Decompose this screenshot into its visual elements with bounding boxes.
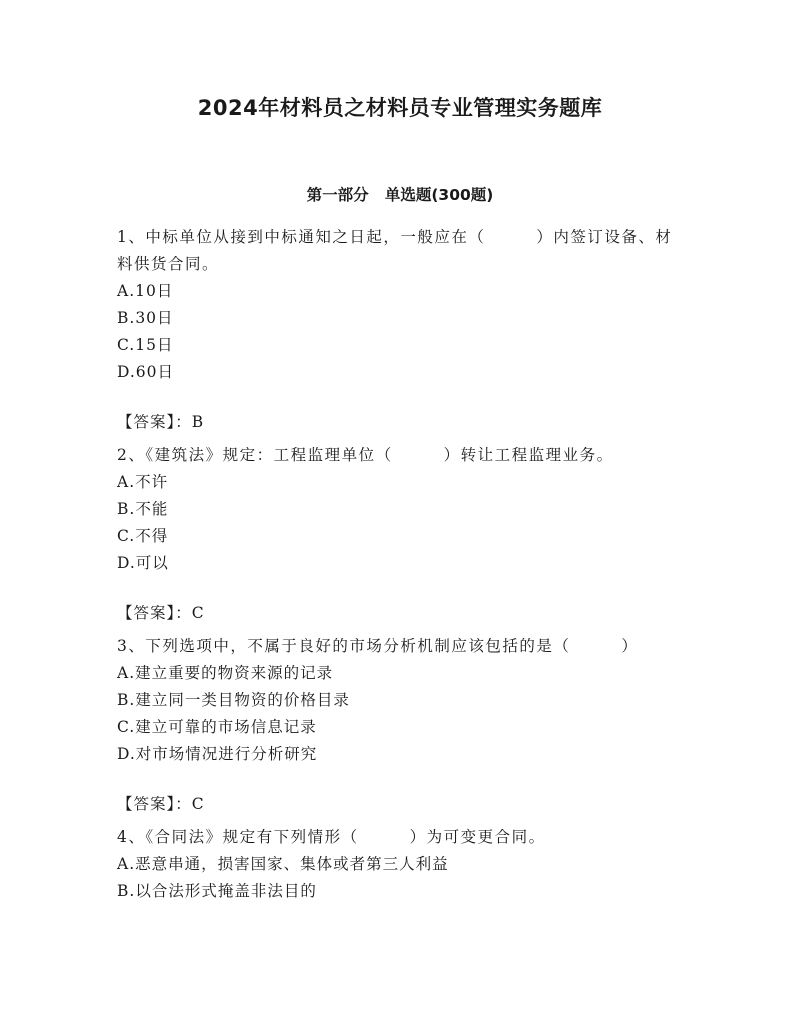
answer-label: 【答案】： — [117, 795, 192, 813]
question-1 — [117, 224, 687, 436]
option-a: A.10日 — [117, 282, 174, 300]
question-text: 2、《建筑法》规定：工程监理单位（ ）转让工程监理业务。 — [117, 446, 614, 464]
option-b: B.以合法形式掩盖非法目的 — [117, 882, 317, 900]
answer-line — [117, 791, 687, 818]
option-b: B.不能 — [117, 500, 169, 518]
answer-value: B — [191, 413, 205, 431]
option-list — [117, 278, 687, 386]
question-2 — [117, 442, 687, 627]
question-text: 1、中标单位从接到中标通知之日起，一般应在（ ）内签订设备、材料供货合同。 — [117, 228, 673, 273]
option-d: D.可以 — [117, 554, 169, 572]
option-d: D.对市场情况进行分析研究 — [117, 745, 318, 763]
option-d: D.60日 — [117, 363, 175, 381]
answer-line — [117, 600, 687, 627]
option-c: C.建立可靠的市场信息记录 — [117, 718, 317, 736]
answer-line — [117, 409, 687, 436]
option-b: B.30日 — [117, 309, 174, 327]
answer-value: C — [191, 795, 205, 813]
answer-label: 【答案】： — [117, 413, 192, 431]
question-list — [117, 224, 687, 905]
option-c: C.不得 — [117, 527, 169, 545]
answer-value: C — [191, 604, 205, 622]
question-text: 4、《合同法》规定有下列情形（ ）为可变更合同。 — [117, 828, 546, 846]
document-title: 2024年材料员之材料员专业管理实务题库 — [197, 96, 603, 120]
option-b: B.建立同一类目物资的价格目录 — [117, 691, 350, 709]
answer-label: 【答案】： — [117, 604, 192, 622]
option-list — [117, 851, 687, 905]
option-a: A.恶意串通，损害国家、集体或者第三人利益 — [117, 855, 449, 873]
option-a: A.建立重要的物资来源的记录 — [117, 664, 334, 682]
question-text: 3、下列选项中，不属于良好的市场分析机制应该包括的是（ ） — [117, 637, 639, 655]
question-4 — [117, 824, 687, 905]
section-title: 第一部分 单选题(300题) — [306, 186, 494, 204]
option-a: A.不许 — [117, 473, 169, 491]
option-list — [117, 469, 687, 577]
option-c: C.15日 — [117, 336, 174, 354]
option-list — [117, 660, 687, 768]
question-3 — [117, 633, 687, 818]
